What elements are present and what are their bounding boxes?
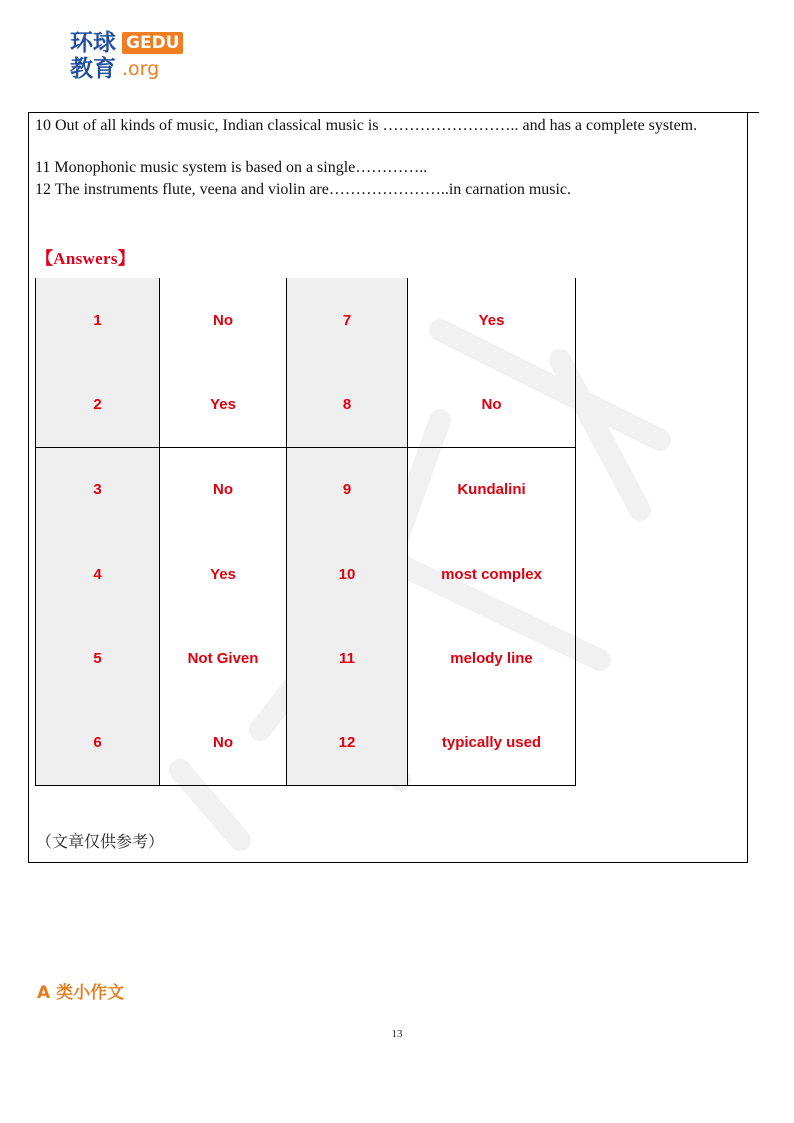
question-number: 10 bbox=[287, 532, 408, 616]
answer-value: melody line bbox=[408, 616, 576, 700]
question-number: 7 bbox=[287, 278, 408, 362]
answer-value: No bbox=[160, 278, 287, 362]
question-number: 9 bbox=[287, 447, 408, 532]
question-number: 11 bbox=[287, 616, 408, 700]
question-12: 12 The instruments flute, veena and violin are…………………..in carnation music. bbox=[35, 181, 572, 198]
answers-heading: 【Answers】 bbox=[36, 249, 136, 268]
question-number: 4 bbox=[36, 532, 160, 616]
answer-row bbox=[36, 362, 576, 447]
answer-value: Yes bbox=[160, 362, 287, 447]
question-number: 1 bbox=[36, 278, 160, 362]
answer-row bbox=[36, 278, 576, 362]
answer-value: Yes bbox=[160, 532, 287, 616]
answer-value: No bbox=[160, 701, 287, 786]
question-number: 12 bbox=[287, 701, 408, 786]
answer-row bbox=[36, 532, 576, 616]
answer-value: most complex bbox=[408, 532, 576, 616]
answer-row bbox=[36, 616, 576, 700]
page-number: 13 bbox=[391, 1028, 403, 1040]
question-number: 2 bbox=[36, 362, 160, 447]
gedu-logo bbox=[70, 30, 200, 86]
question-number: 6 bbox=[36, 701, 160, 786]
question-number: 5 bbox=[36, 616, 160, 700]
answer-value: Yes bbox=[408, 278, 576, 362]
question-11: 11 Monophonic music system is based on a single………….. bbox=[35, 159, 428, 176]
logo-chinese-line2: 教育 bbox=[70, 56, 116, 82]
question-10: 10 Out of all kinds of music, Indian classical music is …………………….. and has a complete system. bbox=[35, 117, 698, 134]
logo-badge: GEDU bbox=[122, 32, 183, 54]
logo-domain: .org bbox=[122, 58, 160, 80]
answer-value: No bbox=[160, 447, 287, 532]
question-number: 8 bbox=[287, 362, 408, 447]
answer-table bbox=[35, 278, 576, 786]
logo-chinese-line1: 环球 bbox=[70, 30, 116, 56]
reference-note: （文章仅供参考） bbox=[36, 832, 165, 851]
answer-value: typically used bbox=[408, 701, 576, 786]
section-heading: A 类小作文 bbox=[37, 983, 125, 1003]
answer-row bbox=[36, 701, 576, 786]
answer-value: Kundalini bbox=[408, 447, 576, 532]
answer-value: Not Given bbox=[160, 616, 287, 700]
question-number: 3 bbox=[36, 447, 160, 532]
answer-value: No bbox=[408, 362, 576, 447]
answer-row bbox=[36, 447, 576, 532]
